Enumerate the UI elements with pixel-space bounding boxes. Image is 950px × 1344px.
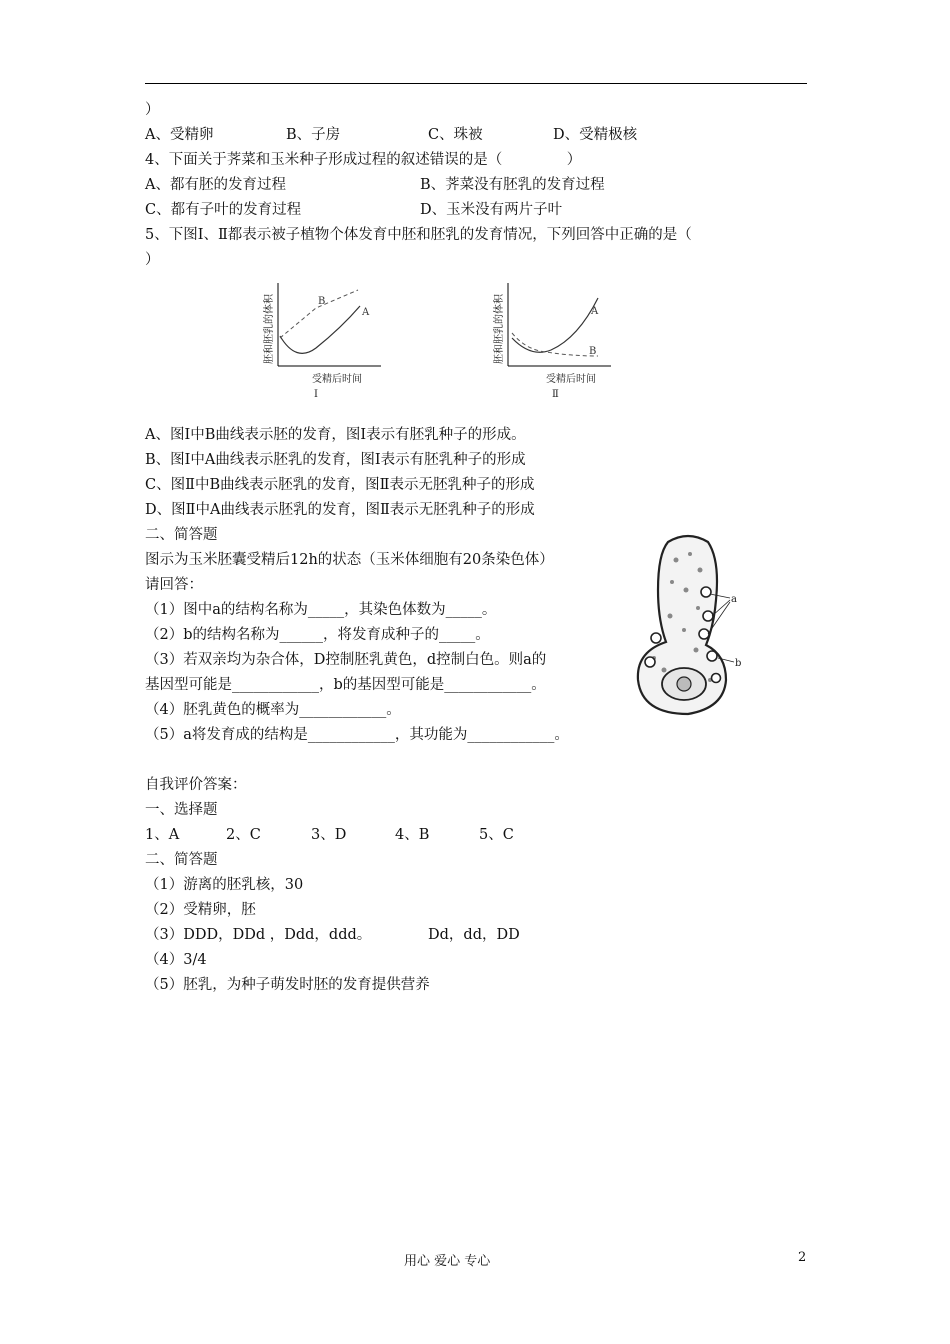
q5-stem-end: ） [145, 252, 160, 268]
answer-4: （4）3/4 [145, 952, 207, 968]
answer-choice-3: 3、D [311, 827, 347, 843]
q3-option-c: C、珠被 [428, 127, 483, 143]
q4-option-c: C、都有子叶的发育过程 [145, 202, 302, 218]
answer-5: （5）胚乳，为种子萌发时胚的发育提供营养 [145, 977, 430, 993]
section2-item-3: （3）若双亲均为杂合体，D控制胚乳黄色，d控制白色。则a的 [145, 652, 547, 668]
section2-item-5: （5）a将发育成的结构是____________，其功能为____________。 [145, 727, 569, 743]
page-number: 2 [798, 1250, 807, 1265]
answer-3: （3）DDD，DDd ，Ddd，ddd。 [145, 927, 372, 943]
answers-sec2: 二、简答题 [145, 852, 218, 868]
graph-one-ylabel: 胚和胚乳的体积 [264, 294, 275, 364]
graph-two-label-b: B [589, 346, 597, 357]
footer-motto: 用心 爱心 专心 [404, 1254, 491, 1269]
q4-option-b: B、荠菜没有胚乳的发育过程 [420, 177, 605, 193]
top-paren: ） [145, 102, 160, 118]
q5-option-c: C、图Ⅱ中B曲线表示胚乳的发育，图Ⅱ表示无胚乳种子的形成 [145, 477, 535, 493]
graph-one [256, 278, 396, 403]
answer-choice-2: 2、C [226, 827, 261, 843]
label-a: a [731, 594, 737, 605]
section2-item-3-cont: 基因型可能是____________，b的基因型可能是____________。 [145, 677, 546, 693]
graph-two-curve-b [512, 333, 598, 356]
embryo-sac-figure [628, 530, 748, 720]
answers-title: 自我评价答案： [145, 777, 247, 793]
graph-one-curve-a [280, 306, 360, 353]
q5-stem: 5、下图Ⅰ、Ⅱ都表示被子植物个体发育中胚和胚乳的发育情况，下列回答中正确的是（ [145, 227, 692, 243]
q3-option-d: D、受精极核 [553, 127, 638, 143]
q5-option-d: D、图Ⅱ中A曲线表示胚乳的发育，图Ⅱ表示无胚乳种子的形成 [145, 502, 535, 518]
answer-choice-4: 4、B [395, 827, 430, 843]
section2-item-2: （2）b的结构名称为______，将发育成种子的_____。 [145, 627, 490, 643]
graph-one-xlabel: 受精后时间 [312, 374, 362, 385]
q3-option-a: A、受精卵 [145, 127, 214, 143]
graph-two-label-a: A [591, 306, 599, 317]
q4-option-a: A、都有胚的发育过程 [145, 177, 286, 193]
label-b: b [735, 658, 742, 669]
graph-one-label-b: B [318, 296, 326, 307]
section2-intro: 图示为玉米胚囊受精后12h的状态（玉米体细胞有20条染色体） [145, 552, 554, 568]
q4-stem: 4、下面关于荠菜和玉米种子形成过程的叙述错误的是（ ） [145, 152, 582, 168]
section2-item-1: （1）图中a的结构名称为_____，其染色体数为_____。 [145, 602, 497, 618]
answer-choice-1: 1、A [145, 827, 180, 843]
answer-1: （1）游离的胚乳核，30 [145, 877, 304, 893]
section2-prompt: 请回答： [145, 577, 203, 593]
q5-option-a: A、图Ⅰ中B曲线表示胚的发育，图Ⅰ表示有胚乳种子的形成。 [145, 427, 526, 443]
q4-option-d: D、玉米没有两片子叶 [420, 202, 563, 218]
graph-two [486, 278, 626, 403]
section2-title: 二、简答题 [145, 527, 218, 543]
section2-item-4: （4）胚乳黄色的概率为____________。 [145, 702, 401, 718]
answer-3-b: Dd，dd，DD [428, 927, 520, 943]
q5-option-b: B、图Ⅰ中A曲线表示胚乳的发育，图Ⅰ表示有胚乳种子的形成 [145, 452, 526, 468]
q3-option-b: B、子房 [286, 127, 341, 143]
graph-two-caption: Ⅱ [552, 389, 559, 400]
graph-two-xlabel: 受精后时间 [546, 374, 596, 385]
graph-two-ylabel: 胚和胚乳的体积 [494, 294, 505, 364]
answer-choice-5: 5、C [479, 827, 514, 843]
graph-one-label-a: A [362, 307, 370, 318]
answers-sec1: 一、选择题 [145, 802, 218, 818]
header-rule [145, 83, 807, 84]
graph-one-caption: Ⅰ [314, 389, 318, 400]
answer-2: （2）受精卵，胚 [145, 902, 256, 918]
